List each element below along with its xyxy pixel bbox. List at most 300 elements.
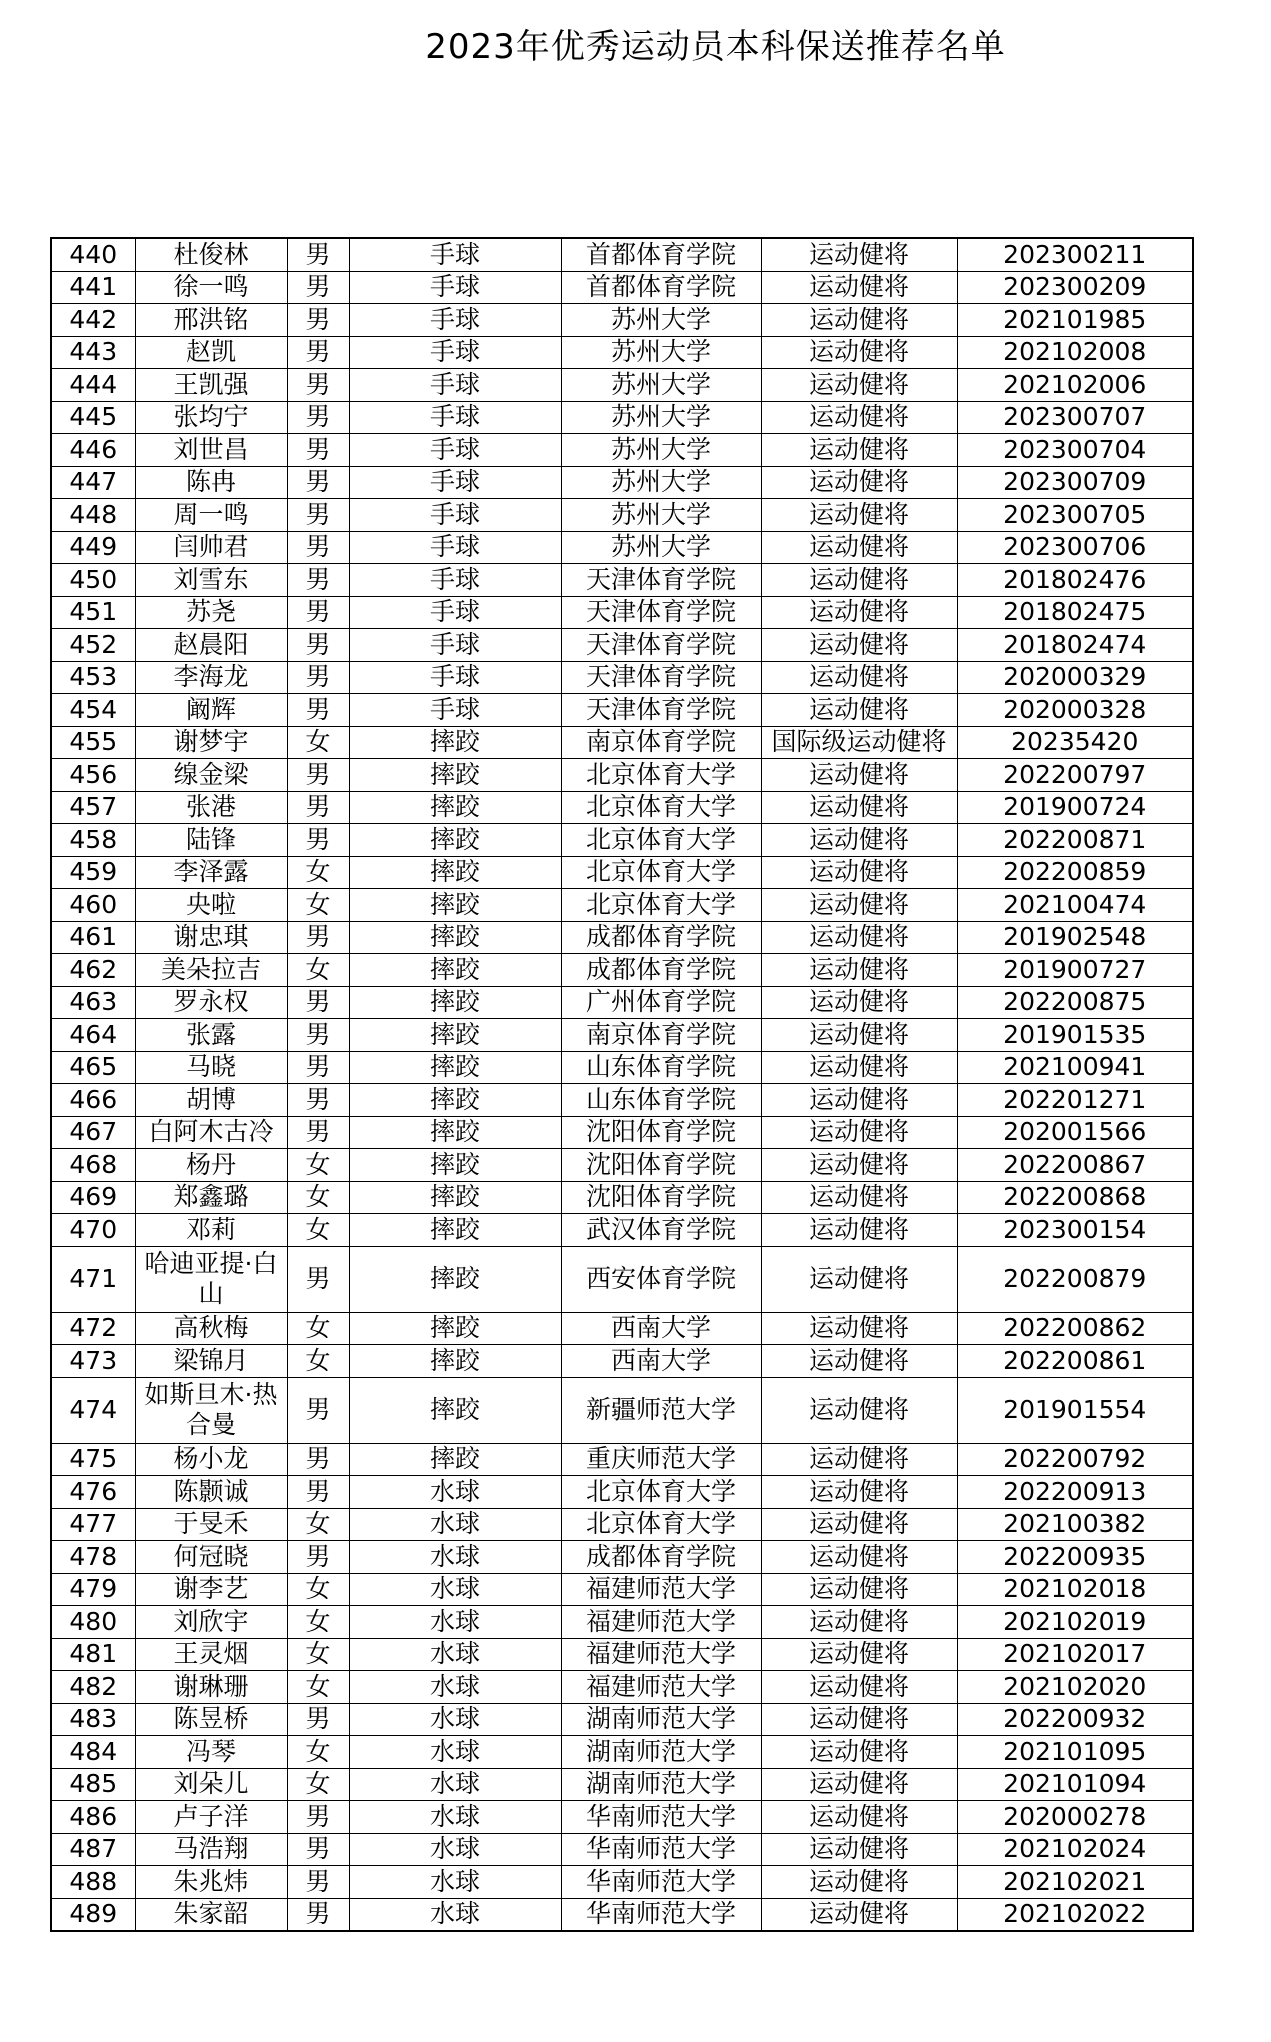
certificate-number-cell: 202001566: [957, 1116, 1193, 1149]
gender-cell: 男: [287, 238, 349, 271]
sport-cell: 手球: [349, 238, 561, 271]
recommended-school-cell: 首都体育学院: [561, 238, 761, 271]
row-number-cell: 469: [51, 1181, 135, 1214]
recommended-school-cell: 天津体育学院: [561, 694, 761, 727]
certificate-number-cell: 202200932: [957, 1703, 1193, 1736]
recommended-school-cell: 成都体育学院: [561, 954, 761, 987]
athlete-level-cell: 运动健将: [761, 986, 957, 1019]
sport-cell: 摔跤: [349, 1377, 561, 1443]
recommended-school-cell: 成都体育学院: [561, 921, 761, 954]
athlete-name-cell: 邢洪铭: [135, 304, 287, 337]
athlete-name-cell: 如斯旦木·热合曼: [135, 1377, 287, 1443]
athlete-level-cell: 运动健将: [761, 434, 957, 467]
recommended-school-cell: 苏州大学: [561, 531, 761, 564]
athlete-name-cell: 朱兆炜: [135, 1866, 287, 1899]
recommended-school-cell: 成都体育学院: [561, 1541, 761, 1574]
certificate-number-cell: 202201271: [957, 1084, 1193, 1117]
gender-cell: 男: [287, 401, 349, 434]
row-number-cell: 440: [51, 238, 135, 271]
table-row: [51, 238, 1193, 271]
table-row: [51, 401, 1193, 434]
athlete-name-cell: 张露: [135, 1019, 287, 1052]
sport-cell: 摔跤: [349, 1051, 561, 1084]
athlete-level-cell: 运动健将: [761, 661, 957, 694]
row-number-cell: 459: [51, 856, 135, 889]
athlete-level-cell: 运动健将: [761, 694, 957, 727]
athlete-name-cell: 陈颢诚: [135, 1476, 287, 1509]
sport-cell: 水球: [349, 1606, 561, 1639]
table-row: [51, 271, 1193, 304]
sport-cell: 水球: [349, 1573, 561, 1606]
athlete-name-cell: 谢忠琪: [135, 921, 287, 954]
gender-cell: 女: [287, 1312, 349, 1345]
gender-cell: 女: [287, 954, 349, 987]
table-row: [51, 629, 1193, 662]
athlete-name-cell: 白阿木古冷: [135, 1116, 287, 1149]
table-row: [51, 889, 1193, 922]
recommended-school-cell: 沈阳体育学院: [561, 1149, 761, 1182]
athlete-name-cell: 刘世昌: [135, 434, 287, 467]
athlete-level-cell: 运动健将: [761, 238, 957, 271]
gender-cell: 女: [287, 1736, 349, 1769]
recommended-school-cell: 山东体育学院: [561, 1084, 761, 1117]
athlete-name-cell: 胡博: [135, 1084, 287, 1117]
gender-cell: 男: [287, 1801, 349, 1834]
athlete-name-cell: 张均宁: [135, 401, 287, 434]
recommended-school-cell: 天津体育学院: [561, 661, 761, 694]
recommended-school-cell: 沈阳体育学院: [561, 1116, 761, 1149]
row-number-cell: 449: [51, 531, 135, 564]
athlete-name-cell: 周一鸣: [135, 499, 287, 532]
athlete-level-cell: 运动健将: [761, 1476, 957, 1509]
athlete-name-cell: 央啦: [135, 889, 287, 922]
certificate-number-cell: 202102018: [957, 1573, 1193, 1606]
certificate-number-cell: 201802476: [957, 564, 1193, 597]
row-number-cell: 484: [51, 1736, 135, 1769]
athlete-name-cell: 陈冉: [135, 466, 287, 499]
athlete-level-cell: 运动健将: [761, 1149, 957, 1182]
row-number-cell: 455: [51, 726, 135, 759]
table-row: [51, 1508, 1193, 1541]
table-row: [51, 1801, 1193, 1834]
recommended-school-cell: 华南师范大学: [561, 1898, 761, 1931]
sport-cell: 手球: [349, 564, 561, 597]
athlete-name-cell: 刘朵儿: [135, 1768, 287, 1801]
athlete-level-cell: 运动健将: [761, 1768, 957, 1801]
certificate-number-cell: 201902548: [957, 921, 1193, 954]
row-number-cell: 476: [51, 1476, 135, 1509]
table-row: [51, 1019, 1193, 1052]
row-number-cell: 474: [51, 1377, 135, 1443]
sport-cell: 水球: [349, 1801, 561, 1834]
table-row: [51, 824, 1193, 857]
table-row: [51, 1671, 1193, 1704]
gender-cell: 女: [287, 1638, 349, 1671]
gender-cell: 男: [287, 596, 349, 629]
recommended-school-cell: 湖南师范大学: [561, 1768, 761, 1801]
certificate-number-cell: 202200862: [957, 1312, 1193, 1345]
row-number-cell: 489: [51, 1898, 135, 1931]
row-number-cell: 465: [51, 1051, 135, 1084]
certificate-number-cell: 201802475: [957, 596, 1193, 629]
recommended-school-cell: 北京体育大学: [561, 824, 761, 857]
athlete-level-cell: 运动健将: [761, 1084, 957, 1117]
sport-cell: 摔跤: [349, 954, 561, 987]
row-number-cell: 487: [51, 1833, 135, 1866]
gender-cell: 女: [287, 1768, 349, 1801]
recommended-school-cell: 苏州大学: [561, 499, 761, 532]
row-number-cell: 461: [51, 921, 135, 954]
sport-cell: 摔跤: [349, 1019, 561, 1052]
recommended-school-cell: 福建师范大学: [561, 1606, 761, 1639]
table-row: [51, 954, 1193, 987]
certificate-number-cell: 202102006: [957, 369, 1193, 402]
recommended-school-cell: 南京体育学院: [561, 726, 761, 759]
athlete-level-cell: 运动健将: [761, 1377, 957, 1443]
gender-cell: 男: [287, 1019, 349, 1052]
recommended-school-cell: 山东体育学院: [561, 1051, 761, 1084]
gender-cell: 男: [287, 1246, 349, 1312]
certificate-number-cell: 202102022: [957, 1898, 1193, 1931]
athlete-level-cell: 运动健将: [761, 1638, 957, 1671]
gender-cell: 男: [287, 434, 349, 467]
certificate-number-cell: 202300705: [957, 499, 1193, 532]
athlete-name-cell: 陈昱桥: [135, 1703, 287, 1736]
recommended-school-cell: 新疆师范大学: [561, 1377, 761, 1443]
row-number-cell: 486: [51, 1801, 135, 1834]
athlete-level-cell: 运动健将: [761, 596, 957, 629]
gender-cell: 男: [287, 694, 349, 727]
table-row: [51, 1768, 1193, 1801]
row-number-cell: 456: [51, 759, 135, 792]
row-number-cell: 464: [51, 1019, 135, 1052]
row-number-cell: 443: [51, 336, 135, 369]
athlete-level-cell: 运动健将: [761, 1246, 957, 1312]
certificate-number-cell: 202100941: [957, 1051, 1193, 1084]
row-number-cell: 445: [51, 401, 135, 434]
sport-cell: 摔跤: [349, 1149, 561, 1182]
gender-cell: 男: [287, 304, 349, 337]
recommended-school-cell: 西南大学: [561, 1345, 761, 1378]
athlete-name-cell: 刘欣宇: [135, 1606, 287, 1639]
recommended-school-cell: 福建师范大学: [561, 1638, 761, 1671]
certificate-number-cell: 202200871: [957, 824, 1193, 857]
sport-cell: 水球: [349, 1508, 561, 1541]
recommended-school-cell: 北京体育大学: [561, 889, 761, 922]
row-number-cell: 466: [51, 1084, 135, 1117]
recommended-school-cell: 湖南师范大学: [561, 1736, 761, 1769]
athlete-level-cell: 运动健将: [761, 564, 957, 597]
gender-cell: 男: [287, 1051, 349, 1084]
athlete-level-cell: 运动健将: [761, 1671, 957, 1704]
table-row: [51, 369, 1193, 402]
gender-cell: 女: [287, 1345, 349, 1378]
athlete-name-cell: 马晓: [135, 1051, 287, 1084]
row-number-cell: 477: [51, 1508, 135, 1541]
athlete-name-cell: 高秋梅: [135, 1312, 287, 1345]
athlete-level-cell: 运动健将: [761, 531, 957, 564]
recommendation-table: [50, 237, 1194, 1932]
athlete-name-cell: 缐金梁: [135, 759, 287, 792]
sport-cell: 摔跤: [349, 986, 561, 1019]
table-row: [51, 304, 1193, 337]
certificate-number-cell: 202200935: [957, 1541, 1193, 1574]
athlete-level-cell: 运动健将: [761, 1736, 957, 1769]
table-row: [51, 1377, 1193, 1443]
sport-cell: 手球: [349, 304, 561, 337]
recommended-school-cell: 北京体育大学: [561, 1508, 761, 1541]
certificate-number-cell: 202101985: [957, 304, 1193, 337]
athlete-level-cell: 运动健将: [761, 921, 957, 954]
athlete-name-cell: 徐一鸣: [135, 271, 287, 304]
recommended-school-cell: 苏州大学: [561, 369, 761, 402]
table-row: [51, 564, 1193, 597]
athlete-name-cell: 于旻禾: [135, 1508, 287, 1541]
row-number-cell: 463: [51, 986, 135, 1019]
gender-cell: 男: [287, 629, 349, 662]
certificate-number-cell: 20235420: [957, 726, 1193, 759]
recommended-school-cell: 西安体育学院: [561, 1246, 761, 1312]
athlete-name-cell: 李泽露: [135, 856, 287, 889]
gender-cell: 男: [287, 921, 349, 954]
row-number-cell: 485: [51, 1768, 135, 1801]
gender-cell: 男: [287, 531, 349, 564]
sport-cell: 手球: [349, 596, 561, 629]
certificate-number-cell: 202300154: [957, 1214, 1193, 1247]
athlete-level-cell: 运动健将: [761, 466, 957, 499]
certificate-number-cell: 202102019: [957, 1606, 1193, 1639]
gender-cell: 男: [287, 1116, 349, 1149]
gender-cell: 男: [287, 759, 349, 792]
athlete-level-cell: 运动健将: [761, 1312, 957, 1345]
gender-cell: 男: [287, 824, 349, 857]
sport-cell: 水球: [349, 1833, 561, 1866]
row-number-cell: 448: [51, 499, 135, 532]
sport-cell: 水球: [349, 1898, 561, 1931]
recommended-school-cell: 天津体育学院: [561, 596, 761, 629]
certificate-number-cell: 202300709: [957, 466, 1193, 499]
table-row: [51, 1736, 1193, 1769]
sport-cell: 水球: [349, 1866, 561, 1899]
sport-cell: 摔跤: [349, 1214, 561, 1247]
row-number-cell: 451: [51, 596, 135, 629]
row-number-cell: 478: [51, 1541, 135, 1574]
table-row: [51, 531, 1193, 564]
athlete-level-cell: 运动健将: [761, 499, 957, 532]
certificate-number-cell: 202000328: [957, 694, 1193, 727]
row-number-cell: 444: [51, 369, 135, 402]
athlete-level-cell: 运动健将: [761, 271, 957, 304]
athlete-name-cell: 马浩翔: [135, 1833, 287, 1866]
athlete-level-cell: 运动健将: [761, 1898, 957, 1931]
athlete-name-cell: 谢琳珊: [135, 1671, 287, 1704]
gender-cell: 男: [287, 1866, 349, 1899]
gender-cell: 男: [287, 369, 349, 402]
certificate-number-cell: 202102021: [957, 1866, 1193, 1899]
gender-cell: 女: [287, 1214, 349, 1247]
certificate-number-cell: 202300211: [957, 238, 1193, 271]
certificate-number-cell: 201901554: [957, 1377, 1193, 1443]
athlete-name-cell: 赵凯: [135, 336, 287, 369]
gender-cell: 女: [287, 1149, 349, 1182]
recommended-school-cell: 首都体育学院: [561, 271, 761, 304]
gender-cell: 男: [287, 1476, 349, 1509]
athlete-name-cell: 卢子洋: [135, 1801, 287, 1834]
athlete-level-cell: 运动健将: [761, 856, 957, 889]
athlete-name-cell: 邓莉: [135, 1214, 287, 1247]
certificate-number-cell: 202200797: [957, 759, 1193, 792]
table-row: [51, 1149, 1193, 1182]
table-row: [51, 1898, 1193, 1931]
row-number-cell: 475: [51, 1443, 135, 1476]
athlete-level-cell: 运动健将: [761, 1541, 957, 1574]
sport-cell: 手球: [349, 336, 561, 369]
table-row: [51, 1476, 1193, 1509]
certificate-number-cell: 202200913: [957, 1476, 1193, 1509]
athlete-level-cell: 运动健将: [761, 824, 957, 857]
sport-cell: 水球: [349, 1768, 561, 1801]
sport-cell: 摔跤: [349, 921, 561, 954]
sport-cell: 水球: [349, 1736, 561, 1769]
athlete-name-cell: 陆锋: [135, 824, 287, 857]
table-row: [51, 1833, 1193, 1866]
sport-cell: 摔跤: [349, 889, 561, 922]
certificate-number-cell: 202102017: [957, 1638, 1193, 1671]
row-number-cell: 473: [51, 1345, 135, 1378]
sport-cell: 摔跤: [349, 1084, 561, 1117]
gender-cell: 女: [287, 1508, 349, 1541]
row-number-cell: 482: [51, 1671, 135, 1704]
athlete-level-cell: 运动健将: [761, 954, 957, 987]
recommended-school-cell: 北京体育大学: [561, 759, 761, 792]
athlete-name-cell: 罗永权: [135, 986, 287, 1019]
sport-cell: 手球: [349, 466, 561, 499]
sport-cell: 手球: [349, 434, 561, 467]
athlete-level-cell: 运动健将: [761, 304, 957, 337]
athlete-level-cell: 运动健将: [761, 1116, 957, 1149]
gender-cell: 男: [287, 1084, 349, 1117]
row-number-cell: 450: [51, 564, 135, 597]
row-number-cell: 468: [51, 1149, 135, 1182]
sport-cell: 摔跤: [349, 824, 561, 857]
recommended-school-cell: 苏州大学: [561, 401, 761, 434]
recommended-school-cell: 北京体育大学: [561, 856, 761, 889]
athlete-name-cell: 王灵烟: [135, 1638, 287, 1671]
table-row: [51, 1443, 1193, 1476]
row-number-cell: 442: [51, 304, 135, 337]
athlete-level-cell: 运动健将: [761, 889, 957, 922]
sport-cell: 摔跤: [349, 1116, 561, 1149]
athlete-level-cell: 运动健将: [761, 1181, 957, 1214]
sport-cell: 水球: [349, 1541, 561, 1574]
gender-cell: 女: [287, 1181, 349, 1214]
table-body: [51, 238, 1193, 1931]
sport-cell: 手球: [349, 661, 561, 694]
table-row: [51, 1541, 1193, 1574]
gender-cell: 男: [287, 986, 349, 1019]
recommended-school-cell: 福建师范大学: [561, 1671, 761, 1704]
sport-cell: 摔跤: [349, 1443, 561, 1476]
gender-cell: 男: [287, 336, 349, 369]
recommended-school-cell: 重庆师范大学: [561, 1443, 761, 1476]
sport-cell: 摔跤: [349, 1312, 561, 1345]
certificate-number-cell: 202200867: [957, 1149, 1193, 1182]
athlete-name-cell: 张港: [135, 791, 287, 824]
gender-cell: 女: [287, 889, 349, 922]
row-number-cell: 488: [51, 1866, 135, 1899]
gender-cell: 男: [287, 1443, 349, 1476]
recommended-school-cell: 苏州大学: [561, 336, 761, 369]
row-number-cell: 452: [51, 629, 135, 662]
certificate-number-cell: 202200792: [957, 1443, 1193, 1476]
athlete-name-cell: 杜俊林: [135, 238, 287, 271]
gender-cell: 男: [287, 466, 349, 499]
recommended-school-cell: 西南大学: [561, 1312, 761, 1345]
athlete-name-cell: 谢梦宇: [135, 726, 287, 759]
athlete-level-cell: 运动健将: [761, 1833, 957, 1866]
athlete-name-cell: 刘雪东: [135, 564, 287, 597]
gender-cell: 男: [287, 661, 349, 694]
certificate-number-cell: 202300704: [957, 434, 1193, 467]
athlete-name-cell: 郑鑫璐: [135, 1181, 287, 1214]
athlete-level-cell: 运动健将: [761, 791, 957, 824]
table-row: [51, 661, 1193, 694]
athlete-name-cell: 李海龙: [135, 661, 287, 694]
table-row: [51, 726, 1193, 759]
athlete-name-cell: 朱家韶: [135, 1898, 287, 1931]
table-row: [51, 791, 1193, 824]
table-row: [51, 1116, 1193, 1149]
row-number-cell: 480: [51, 1606, 135, 1639]
table-row: [51, 1573, 1193, 1606]
gender-cell: 男: [287, 1377, 349, 1443]
gender-cell: 女: [287, 1573, 349, 1606]
athlete-name-cell: 阚辉: [135, 694, 287, 727]
recommended-school-cell: 福建师范大学: [561, 1573, 761, 1606]
athlete-name-cell: 冯琴: [135, 1736, 287, 1769]
athlete-level-cell: 运动健将: [761, 401, 957, 434]
sport-cell: 手球: [349, 499, 561, 532]
certificate-number-cell: 202200875: [957, 986, 1193, 1019]
athlete-level-cell: 运动健将: [761, 629, 957, 662]
row-number-cell: 453: [51, 661, 135, 694]
athlete-level-cell: 运动健将: [761, 1443, 957, 1476]
gender-cell: 男: [287, 791, 349, 824]
row-number-cell: 462: [51, 954, 135, 987]
certificate-number-cell: 202102020: [957, 1671, 1193, 1704]
table-row: [51, 1051, 1193, 1084]
row-number-cell: 460: [51, 889, 135, 922]
certificate-number-cell: 202100474: [957, 889, 1193, 922]
gender-cell: 男: [287, 1703, 349, 1736]
recommended-school-cell: 湖南师范大学: [561, 1703, 761, 1736]
recommended-school-cell: 北京体育大学: [561, 791, 761, 824]
certificate-number-cell: 202101095: [957, 1736, 1193, 1769]
athlete-level-cell: 运动健将: [761, 1801, 957, 1834]
table-row: [51, 596, 1193, 629]
recommended-school-cell: 沈阳体育学院: [561, 1181, 761, 1214]
sport-cell: 摔跤: [349, 791, 561, 824]
row-number-cell: 472: [51, 1312, 135, 1345]
row-number-cell: 454: [51, 694, 135, 727]
certificate-number-cell: 202102024: [957, 1833, 1193, 1866]
row-number-cell: 441: [51, 271, 135, 304]
athlete-name-cell: 杨小龙: [135, 1443, 287, 1476]
certificate-number-cell: 202101094: [957, 1768, 1193, 1801]
recommended-school-cell: 苏州大学: [561, 466, 761, 499]
certificate-number-cell: 201802474: [957, 629, 1193, 662]
gender-cell: 男: [287, 271, 349, 304]
